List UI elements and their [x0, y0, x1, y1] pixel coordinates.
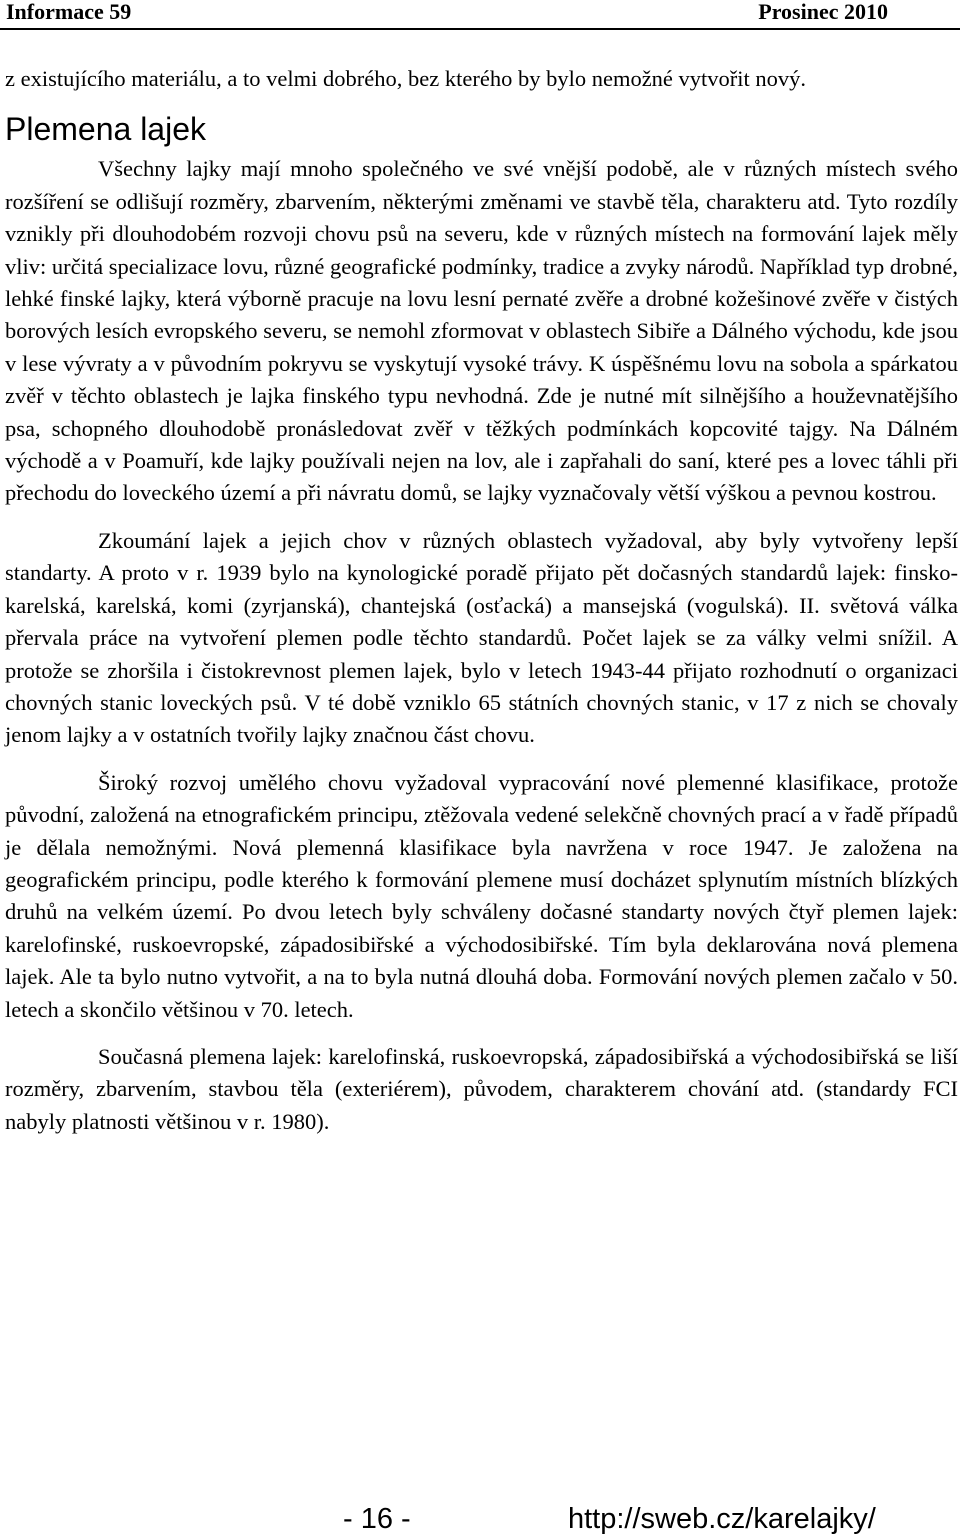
- section-heading: Plemena lajek: [5, 111, 206, 148]
- paragraph-3: Široký rozvoj umělého chovu vyžadoval vypracování nové plemenné klasifikace, protože původní, založená na etnografickém principu, ztěžovala vedené selekčně chovných prací a v řadě případů je dělala nemožnými. Nová plemenná klasifikace byla navržena v roce 1947. Je založena na geografickém principu, podle kterého k formování plemene musí docházet splynutím místních blízkých druhů na velkém území. Po dvou letech byly schváleny dočasné standarty nových čtyř plemen lajek: karelofinské, ruskoevropské, západosibiřské a východosibiřské. Tím byla deklarována nová plemena lajek. Ale ta bylo nutno vytvořit, a na to byla nutná dlouhá doba. Formování nových plemen začalo v 50. letech a skončilo většinou v 70. letech.: [5, 769, 958, 1022]
- intro-paragraph: z existujícího materiálu, a to velmi dobrého, bez kterého by bylo nemožné vytvořit nový.: [5, 66, 807, 91]
- article-body: [5, 63, 958, 1138]
- page-header: [0, 0, 960, 30]
- paragraph-4: Současná plemena lajek: karelofinská, ruskoevropská, západosibiřská a východosibiřská se liší rozměry, zbarvením, stavbou těla (exteriérem), původem, charakterem chování atd. (standardy FCI nabyly platnosti většinou v r. 1980).: [5, 1043, 958, 1134]
- footer-url: http://sweb.cz/karelajky/: [568, 1503, 876, 1535]
- page-footer: [0, 1497, 960, 1539]
- issue-date: Prosinec 2010: [758, 0, 888, 24]
- newsletter-issue: Informace 59: [6, 0, 132, 24]
- paragraph-1: Všechny lajky mají mnoho společného ve své vnější podobě, ale v různých místech svého rozšíření se odlišují rozměry, zbarvením, některými změnami ve stavbě těla, charakteru atd. Tyto rozdíly vznikly při dlouhodobém rozvoji chovu psů na severu, kde v různých místech na formování lajek měly vliv: určitá specializace lovu, různé geografické podmínky, tradice a zvyky národů. Například typ drobné, lehké finské lajky, která výborně pracuje na lovu lesní pernaté zvěře a drobné kožešinové zvěře v čistých borových lesích evropského severu, se nemohl zformovat v oblastech Sibiře a Dálného východu, kde jsou v lese vývraty a v původním pokryvu se vyskytují vysoké trávy. K úspěšnému lovu na sobola a spárkatou zvěř v těchto oblastech je lajka finského typu nevhodná. Zde je nutné mít silnějšího a houževnatějšího psa, schopného dlouhodobě pronásledovat zvěř v těžkých podmínkách kopcovité tajgy. Na Dálném východě a v Poamuří, kde lajky používali nejen na lov, ale i zapřahali do saní, které pes a lovec táhli při přechodu do loveckého území a při návratu domů, se lajky vyznačovaly větší výškou a pevnou kostrou.: [5, 156, 958, 506]
- paragraph-2: Zkoumání lajek a jejich chov v různých oblastech vyžadoval, aby byly vytvořeny lepší standarty. A proto v r. 1939 bylo na kynologické poradě přijato pět dočasných standardů lajek: finsko-karelská, karelská, komi (zyrjanská), chantejská (osťacká) a mansejská (vogulská). II. světová válka přervala práce na vytvoření plemen podle těchto standardů. Počet lajek se za války velmi snížil. A protože se zhoršila i čistokrevnost plemen lajek, bylo v letech 1943-44 přijato rozhodnutí o organizaci chovných stanic loveckých psů. V té době vzniklo 65 státních chovných stanic, v 17 z nich se chovaly jenom lajky a v ostatních tvořily lajky značnou část chovu.: [5, 527, 958, 748]
- page-number: - 16 -: [343, 1503, 411, 1535]
